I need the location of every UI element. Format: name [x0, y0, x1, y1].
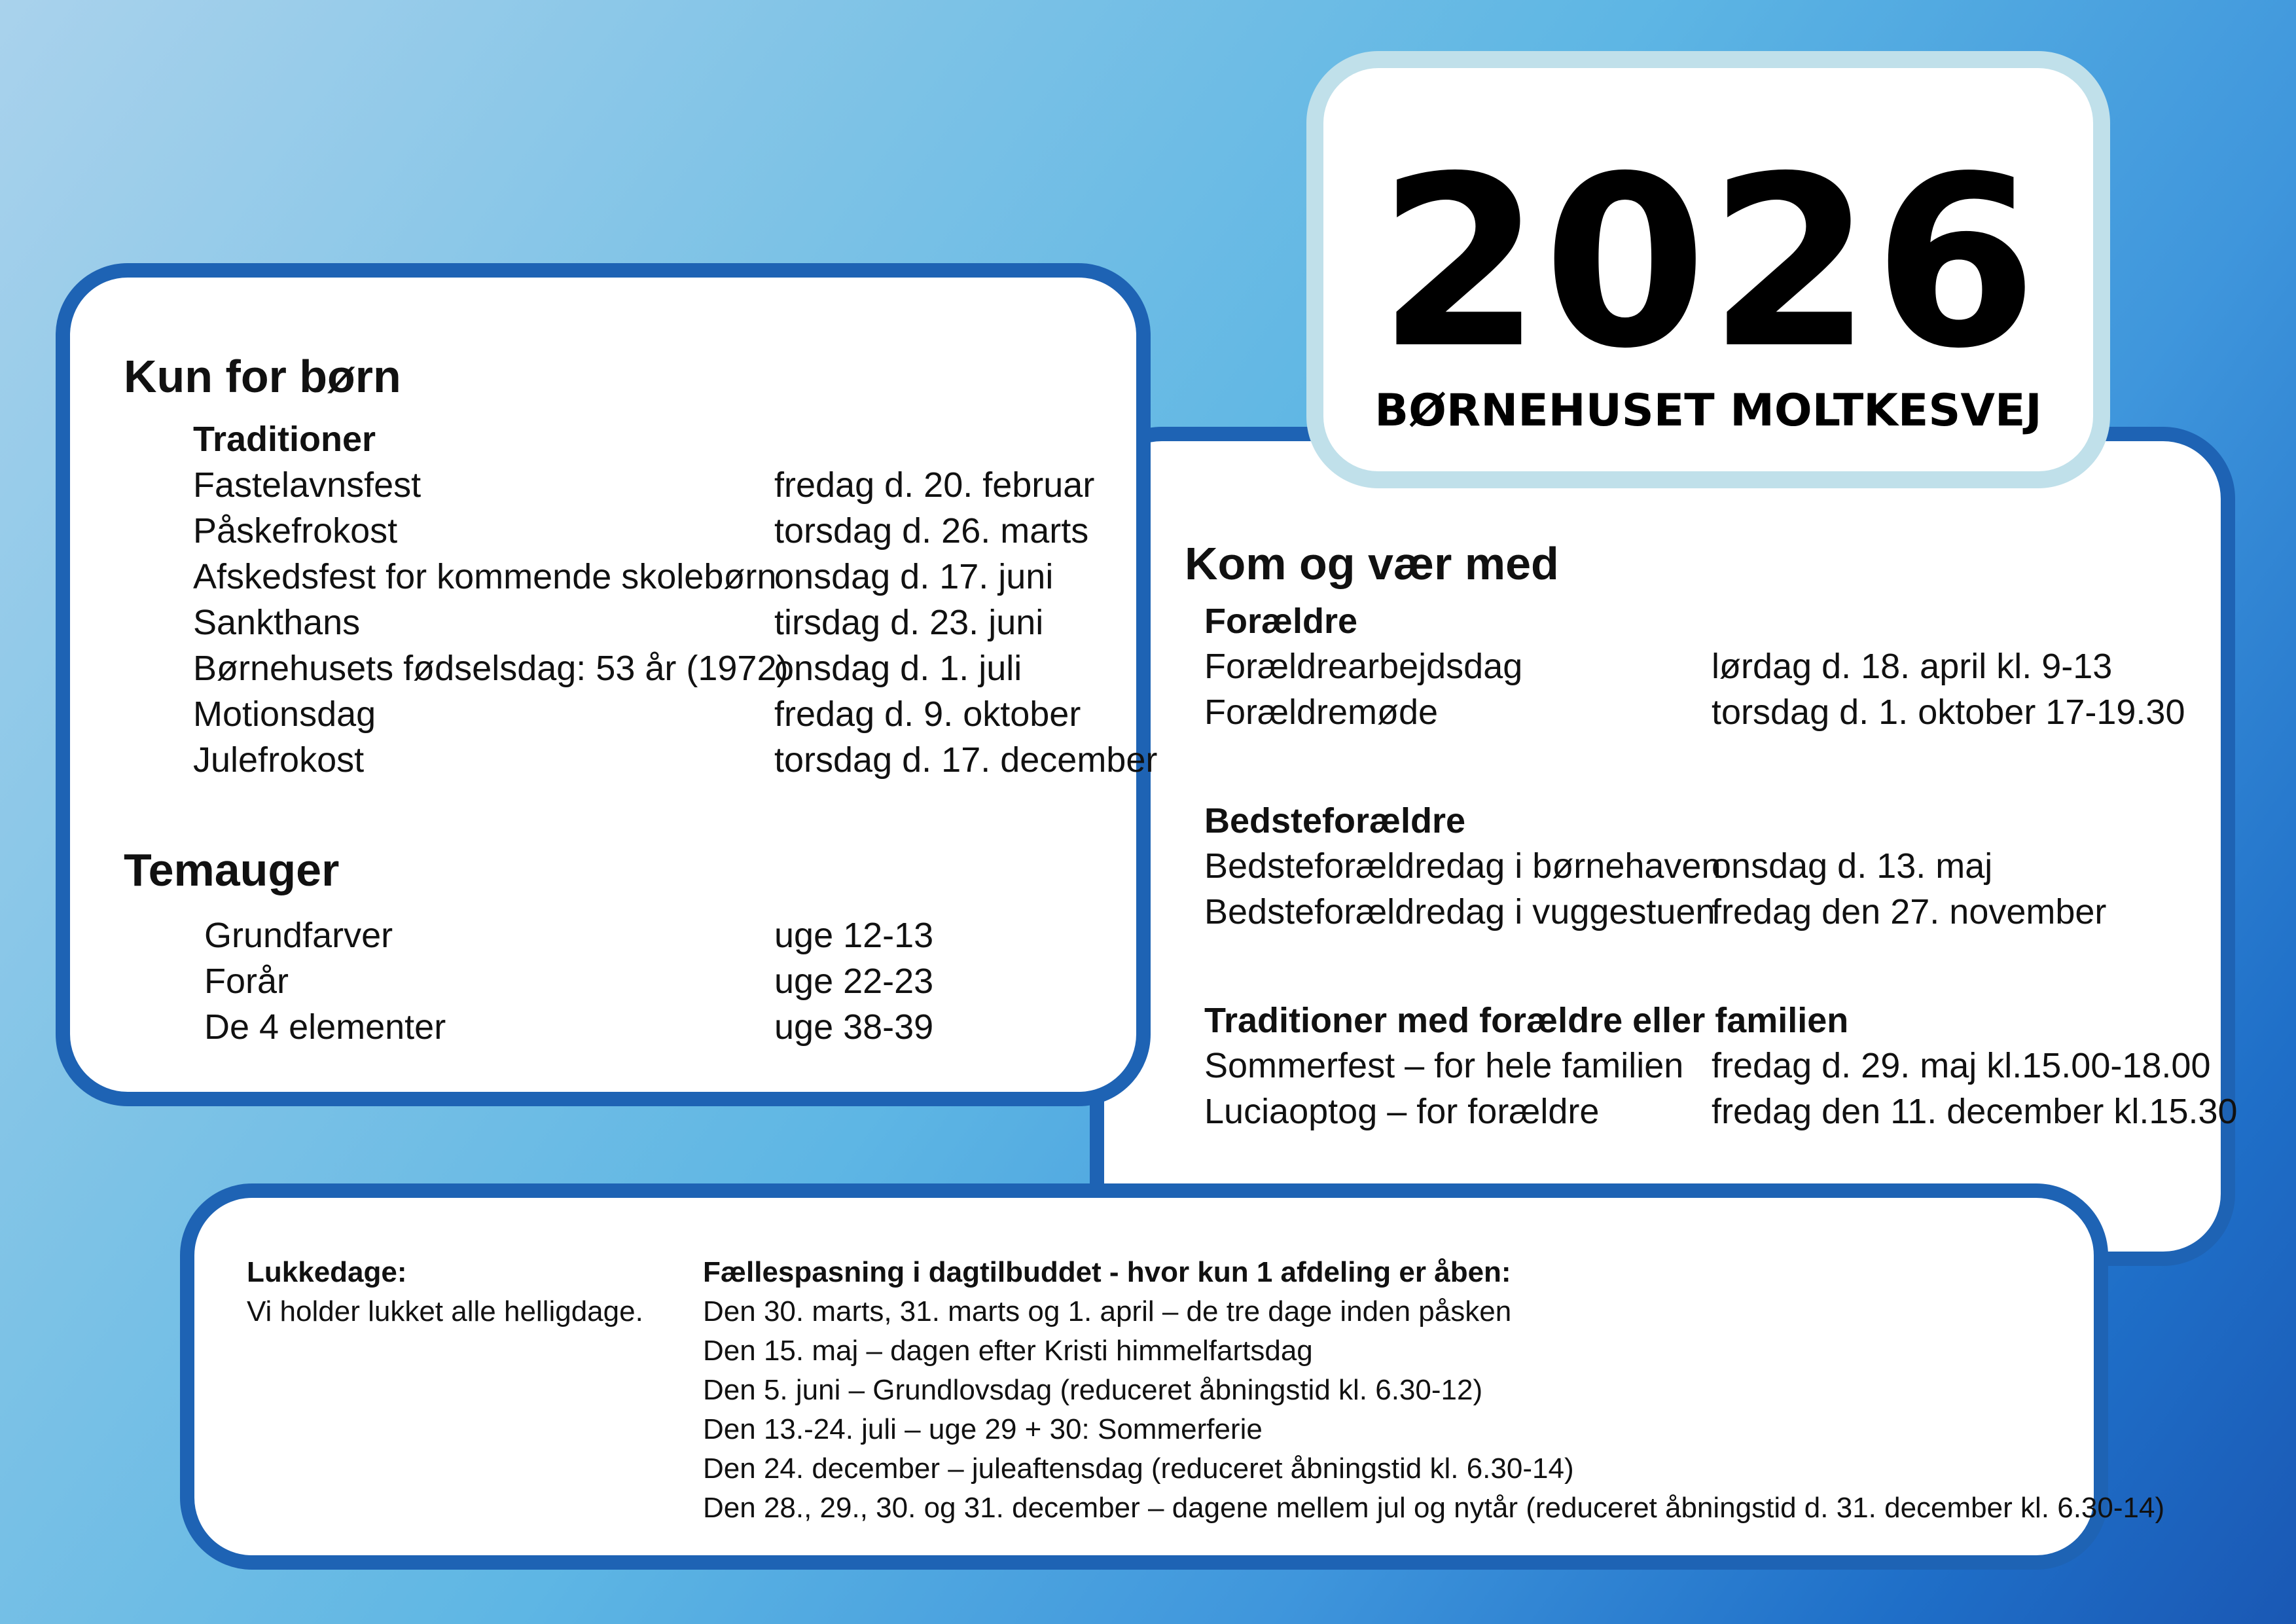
closed-days-heading: Lukkedage:	[247, 1256, 407, 1288]
section-title-families: Kom og vær med	[1185, 538, 1559, 589]
list-item: Julefrokost torsdag d. 17. december	[193, 740, 1158, 780]
list-item: Børnehusets fødselsdag: 53 år (1972) onsdag d. 1. juli	[193, 649, 1022, 688]
institution-name: BØRNEHUSET MOLTKESVEJ	[1374, 385, 2042, 437]
shared-care-heading: Fællespasning i dagtilbuddet - hvor kun 1 afdeling er åben:	[703, 1256, 1511, 1288]
list-item: Den 30. marts, 31. marts og 1. april – de tre dage inden påsken	[703, 1295, 1512, 1327]
subheading-traditions: Traditioner	[193, 420, 376, 459]
subheading-family-traditions: Traditioner med forældre eller familien	[1204, 1001, 1849, 1040]
closing-days-panel	[180, 1183, 2165, 1570]
closed-days-text: Vi holder lukket alle helligdage.	[247, 1295, 643, 1327]
events-panel-families	[1090, 427, 2238, 1266]
section-title-children: Kun for børn	[124, 351, 401, 402]
list-item: Motionsdag fredag d. 9. oktober	[193, 695, 1081, 734]
list-item: Sommerfest – for hele familien fredag d. 29. maj kl.15.00-18.00	[1204, 1046, 2211, 1085]
list-item: Grundfarver uge 12-13	[204, 916, 934, 955]
section-title-themes: Temauger	[124, 844, 340, 895]
list-item: Den 24. december – juleaftensdag (reduceret åbningstid kl. 6.30-14)	[703, 1453, 1574, 1485]
list-item: De 4 elementer uge 38-39	[204, 1007, 934, 1047]
list-item: Forår uge 22-23	[204, 962, 934, 1001]
list-item: Luciaoptog – for forældre fredag den 11. december kl.15.30	[1204, 1092, 2238, 1131]
subheading-parents: Forældre	[1204, 602, 1358, 641]
list-item: Den 13.-24. juli – uge 29 + 30: Sommerferie	[703, 1413, 1263, 1445]
title-badge	[1306, 51, 2110, 488]
year-title: 2026	[1378, 126, 2039, 400]
list-item: Den 5. juni – Grundlovsdag (reduceret åbningstid kl. 6.30-12)	[703, 1374, 1483, 1406]
list-item: Bedsteforældredag i børnehaven onsdag d. 13. maj	[1204, 846, 1993, 886]
list-item: Forældremøde torsdag d. 1. oktober 17-19.30	[1204, 693, 2185, 732]
list-item: Fastelavnsfest fredag d. 20. februar	[193, 465, 1095, 505]
list-item: Afskedsfest for kommende skolebørn onsdag d. 17. juni	[193, 557, 1054, 596]
list-item: Påskefrokost torsdag d. 26. marts	[193, 511, 1089, 550]
list-item: Den 15. maj – dagen efter Kristi himmelfartsdag	[703, 1335, 1313, 1367]
events-panel-children	[56, 263, 1158, 1106]
list-item: Forældrearbejdsdag lørdag d. 18. april kl. 9-13	[1204, 647, 2113, 686]
list-item: Sankthans tirsdag d. 23. juni	[193, 603, 1044, 642]
list-item: Bedsteforældredag i vuggestuen fredag den 27. november	[1204, 892, 2107, 931]
subheading-grandparents: Bedsteforældre	[1204, 801, 1466, 840]
list-item: Den 28., 29., 30. og 31. december – dagene mellem jul og nytår (reduceret åbningstid d. 31. december kl. 6.30-14)	[703, 1492, 2165, 1524]
